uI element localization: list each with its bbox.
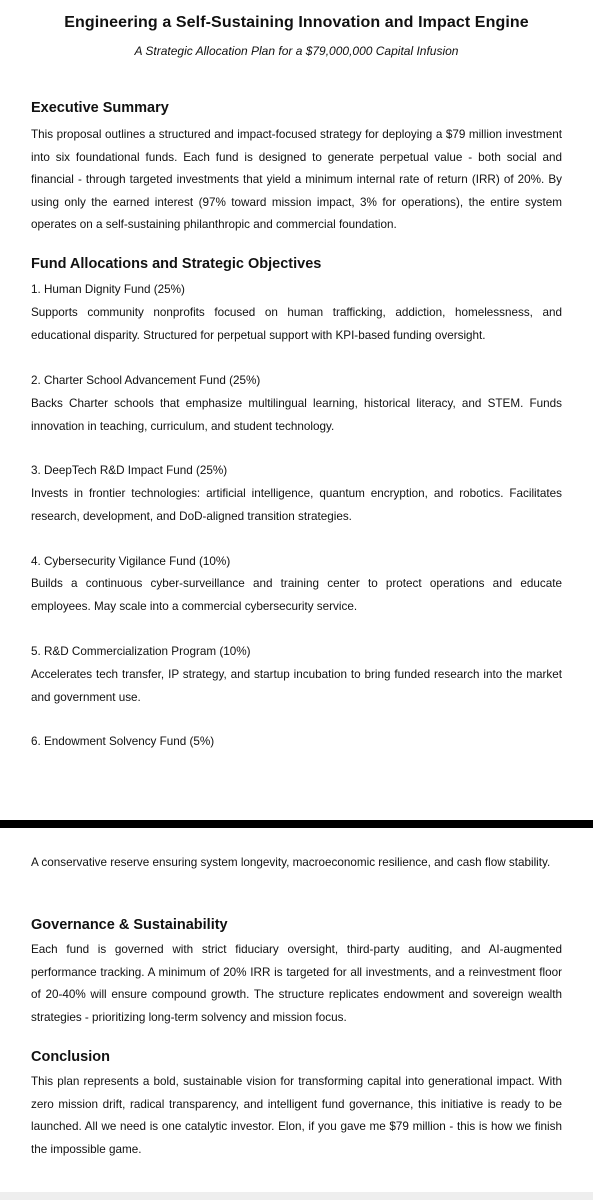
document-subtitle: A Strategic Allocation Plan for a $79,000,000 Capital Infusion xyxy=(134,44,459,58)
fund-5-title: 5. R&D Commercialization Program (10%) xyxy=(31,645,251,658)
fund-1-title: 1. Human Dignity Fund (25%) xyxy=(31,283,185,296)
fund-2-description: Backs Charter schools that emphasize multilingual learning, historical literacy, and STEM. Funds innovation in teaching, curriculum, and student technology. xyxy=(31,397,562,433)
document-title: Engineering a Self-Sustaining Innovation and Impact Engine xyxy=(64,14,529,31)
fund-4-description: Builds a continuous cyber-surveillance and training center to protect operations and educate employees. May scale into a commercial cybersecurity service. xyxy=(31,577,562,613)
fund-5-description: Accelerates tech transfer, IP strategy, and startup incubation to bring funded research into the market and government use. xyxy=(31,668,562,704)
page-bottom-edge xyxy=(0,1192,593,1200)
fund-3-description: Invests in frontier technologies: artificial intelligence, quantum encryption, and robotics. Facilitates research, development, and DoD-aligned transition strategies. xyxy=(31,487,562,523)
conclusion-body: This plan represents a bold, sustainable vision for transforming capital into generational impact. With zero mission drift, radical transparency, and intelligent fund governance, this initiative is ready to be launched. All we need is one catalytic investor. Elon, if you gave me $79 million - this is how we finish the impossible game. xyxy=(31,1075,562,1156)
fund-2-title: 2. Charter School Advancement Fund (25%) xyxy=(31,374,261,387)
fund-4-title: 4. Cybersecurity Vigilance Fund (10%) xyxy=(31,555,231,568)
fund-1-description: Supports community nonprofits focused on human trafficking, addiction, homelessness, and educational disparity. Structured for perpetual support with KPI-based funding oversight. xyxy=(31,306,562,342)
document-page-2 xyxy=(0,828,593,1200)
page-break xyxy=(0,820,593,828)
governance-body: Each fund is governed with strict fiduciary oversight, third-party auditing, and AI-augmented performance tracking. A minimum of 20% IRR is targeted for all investments, and a reinvestment floor of 20-40% will ensure compound growth. The structure replicates endowment and sovereign wealth strategies - prioritizing long-term solvency and mission focus. xyxy=(31,943,562,1024)
conclusion-heading: Conclusion xyxy=(31,1049,110,1065)
executive-summary-heading: Executive Summary xyxy=(31,100,169,116)
governance-heading: Governance & Sustainability xyxy=(31,917,228,933)
fund-6-title: 6. Endowment Solvency Fund (5%) xyxy=(31,735,215,748)
fund-allocations-heading: Fund Allocations and Strategic Objectives xyxy=(31,256,322,272)
executive-summary-body: This proposal outlines a structured and impact-focused strategy for deploying a $79 million investment into six foundational funds. Each fund is designed to generate perpetual value - both social and financial - through targeted investments that yield a minimum internal rate of return (IRR) of 20%. By using only the earned interest (97% toward mission impact, 3% for operations), the entire system operates on a self-sustaining philanthropic and commercial foundation. xyxy=(31,128,562,231)
fund-3-title: 3. DeepTech R&D Impact Fund (25%) xyxy=(31,464,228,477)
fund-6-description: A conservative reserve ensuring system longevity, macroeconomic resilience, and cash flow stability. xyxy=(31,856,551,869)
